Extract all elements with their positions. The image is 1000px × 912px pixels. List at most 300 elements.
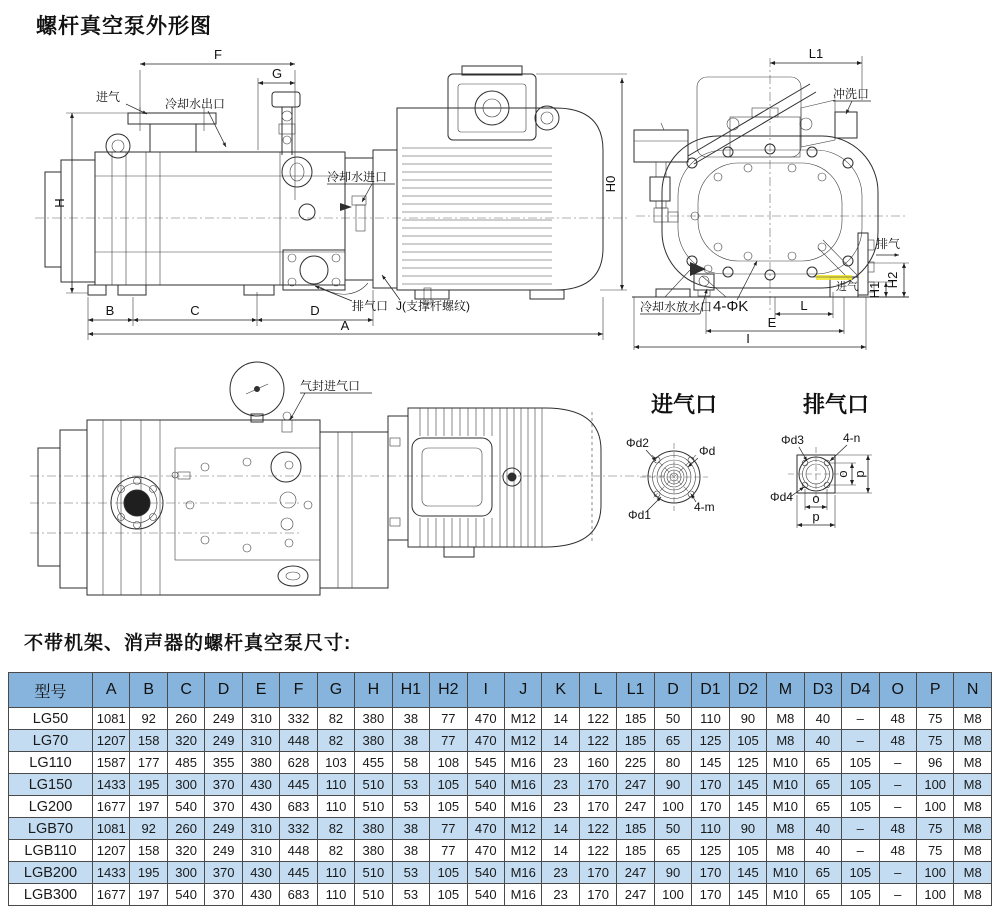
value-cell: 48 (879, 708, 916, 730)
value-cell: 247 (617, 774, 654, 796)
value-cell: 48 (879, 818, 916, 840)
value-cell: M8 (767, 818, 804, 840)
value-cell: 448 (280, 730, 317, 752)
value-cell: 470 (467, 818, 504, 840)
value-cell: 158 (130, 840, 167, 862)
value-cell: 300 (167, 862, 204, 884)
value-cell: 510 (355, 774, 392, 796)
value-cell: 145 (729, 862, 766, 884)
value-cell: 247 (617, 796, 654, 818)
value-cell: 445 (280, 774, 317, 796)
value-cell: 1081 (93, 818, 130, 840)
value-cell: 105 (430, 862, 467, 884)
value-cell: 103 (317, 752, 354, 774)
value-cell: 110 (317, 862, 354, 884)
value-cell: 158 (130, 730, 167, 752)
value-cell: 23 (542, 796, 579, 818)
value-cell: 170 (579, 796, 616, 818)
value-cell: 100 (916, 774, 953, 796)
value-cell: M10 (767, 884, 804, 906)
value-cell: 510 (355, 884, 392, 906)
value-cell: M12 (504, 818, 541, 840)
value-cell: M16 (504, 774, 541, 796)
value-cell: 105 (729, 730, 766, 752)
value-cell: M8 (954, 752, 992, 774)
table-row (9, 796, 992, 818)
value-cell: 145 (729, 774, 766, 796)
dim-I: I (746, 331, 750, 346)
value-cell: 683 (280, 796, 317, 818)
value-cell: 82 (317, 818, 354, 840)
value-cell: 90 (729, 818, 766, 840)
dim-L1: L1 (808, 46, 824, 61)
value-cell: 80 (654, 752, 691, 774)
exhaust-label: 排气 (876, 237, 901, 251)
value-cell: 38 (392, 708, 429, 730)
value-cell: 110 (317, 884, 354, 906)
cooling-water-inlet-label: 冷却水进口 (327, 170, 388, 184)
value-cell: M8 (954, 708, 992, 730)
value-cell: 40 (804, 730, 841, 752)
value-cell: 82 (317, 708, 354, 730)
value-cell: 122 (579, 708, 616, 730)
dim-G: G (271, 66, 283, 81)
value-cell: 185 (617, 708, 654, 730)
value-cell: – (879, 862, 916, 884)
value-cell: 105 (842, 774, 879, 796)
value-cell: 90 (654, 774, 691, 796)
value-cell: 77 (430, 818, 467, 840)
value-cell: 90 (729, 708, 766, 730)
value-cell: M8 (954, 774, 992, 796)
outlet-detail-d3: Φd3 (781, 433, 804, 447)
value-cell: 170 (692, 862, 729, 884)
value-cell: 92 (130, 818, 167, 840)
value-cell: 260 (167, 708, 204, 730)
value-cell: – (842, 708, 879, 730)
value-cell: 75 (916, 708, 953, 730)
value-cell: M8 (954, 796, 992, 818)
cooling-water-drain-label: 冷却水放水口 (640, 300, 713, 314)
value-cell: 510 (355, 796, 392, 818)
value-cell: 65 (654, 840, 691, 862)
value-cell: 14 (542, 818, 579, 840)
value-cell: 75 (916, 730, 953, 752)
value-cell: 105 (842, 884, 879, 906)
value-cell: – (879, 884, 916, 906)
value-cell: – (842, 730, 879, 752)
value-cell: 320 (167, 730, 204, 752)
value-cell: 470 (467, 708, 504, 730)
value-cell: 430 (242, 884, 279, 906)
value-cell: 110 (317, 796, 354, 818)
highlight-mark (816, 275, 852, 280)
model-cell: LG200 (9, 796, 93, 818)
value-cell: 23 (542, 774, 579, 796)
value-cell: 145 (729, 884, 766, 906)
value-cell: 310 (242, 818, 279, 840)
value-cell: 455 (355, 752, 392, 774)
column-header: D2 (729, 673, 766, 708)
model-cell: LG70 (9, 730, 93, 752)
value-cell: 100 (916, 862, 953, 884)
outlet-detail-o-right: o (835, 470, 850, 478)
value-cell: 65 (804, 774, 841, 796)
dim-D: D (310, 303, 320, 318)
value-cell: 125 (729, 752, 766, 774)
value-cell: 1587 (93, 752, 130, 774)
value-cell: 1677 (93, 884, 130, 906)
value-cell: 170 (692, 796, 729, 818)
dim-A: A (340, 318, 350, 333)
column-header: I (467, 673, 504, 708)
column-header: J (504, 673, 541, 708)
dim-H2: H2 (885, 271, 900, 289)
value-cell: M16 (504, 796, 541, 818)
front-view-dimensions (634, 46, 909, 350)
value-cell: 65 (654, 730, 691, 752)
value-cell: 40 (804, 818, 841, 840)
dimension-table (8, 672, 992, 906)
inlet-detail-d: Φd (699, 444, 716, 458)
value-cell: 170 (579, 862, 616, 884)
value-cell: 110 (317, 774, 354, 796)
value-cell: 310 (242, 708, 279, 730)
outlet-port-detail (770, 392, 872, 528)
value-cell: 195 (130, 862, 167, 884)
value-cell: 105 (430, 774, 467, 796)
model-cell: LGB200 (9, 862, 93, 884)
value-cell: 170 (579, 774, 616, 796)
value-cell: 65 (804, 796, 841, 818)
column-header: L (579, 673, 616, 708)
dim-F: F (214, 47, 222, 62)
value-cell: M16 (504, 884, 541, 906)
value-cell: 77 (430, 730, 467, 752)
column-header: B (130, 673, 167, 708)
inlet-port-detail (626, 392, 717, 522)
value-cell: M8 (954, 730, 992, 752)
value-cell: 77 (430, 840, 467, 862)
value-cell: 105 (430, 884, 467, 906)
inlet-small-label: 进气 (836, 281, 858, 293)
value-cell: 370 (205, 774, 242, 796)
value-cell: M10 (767, 752, 804, 774)
value-cell: 92 (130, 708, 167, 730)
value-cell: 1677 (93, 796, 130, 818)
value-cell: 105 (430, 796, 467, 818)
value-cell: M8 (767, 730, 804, 752)
outlet-detail-p-right: p (852, 470, 867, 478)
value-cell: M8 (954, 840, 992, 862)
value-cell: 430 (242, 796, 279, 818)
value-cell: 105 (729, 840, 766, 862)
value-cell: 540 (467, 884, 504, 906)
gas-seal-inlet-label: 气封进气口 (300, 379, 361, 393)
mount-holes-label: 4-ΦK (713, 298, 749, 315)
value-cell: M8 (954, 818, 992, 840)
value-cell: 58 (392, 752, 429, 774)
value-cell: 53 (392, 774, 429, 796)
dim-H0: H0 (603, 175, 618, 193)
value-cell: M16 (504, 862, 541, 884)
column-header: L1 (617, 673, 654, 708)
value-cell: 105 (842, 752, 879, 774)
value-cell: 197 (130, 796, 167, 818)
value-cell: 310 (242, 840, 279, 862)
value-cell: 105 (842, 862, 879, 884)
column-header: D (205, 673, 242, 708)
value-cell: – (842, 840, 879, 862)
value-cell: 249 (205, 818, 242, 840)
value-cell: 249 (205, 840, 242, 862)
outlet-detail-holes: 4-n (843, 431, 861, 445)
value-cell: 170 (692, 884, 729, 906)
table-row (9, 708, 992, 730)
value-cell: 260 (167, 818, 204, 840)
value-cell: 65 (804, 862, 841, 884)
value-cell: 75 (916, 840, 953, 862)
value-cell: 160 (579, 752, 616, 774)
value-cell: 470 (467, 840, 504, 862)
value-cell: 470 (467, 730, 504, 752)
value-cell: 510 (355, 862, 392, 884)
value-cell: 108 (430, 752, 467, 774)
value-cell: 145 (729, 796, 766, 818)
value-cell: M12 (504, 708, 541, 730)
value-cell: 23 (542, 752, 579, 774)
value-cell: 540 (467, 796, 504, 818)
model-cell: LG50 (9, 708, 93, 730)
value-cell: 53 (392, 796, 429, 818)
value-cell: 445 (280, 862, 317, 884)
model-cell: LG150 (9, 774, 93, 796)
value-cell: 185 (617, 818, 654, 840)
value-cell: 23 (542, 884, 579, 906)
value-cell: 197 (130, 884, 167, 906)
value-cell: 48 (879, 840, 916, 862)
inlet-detail-d2: Φd2 (626, 436, 649, 450)
value-cell: 628 (280, 752, 317, 774)
value-cell: M10 (767, 862, 804, 884)
value-cell: – (879, 774, 916, 796)
value-cell: M8 (767, 708, 804, 730)
value-cell: 225 (617, 752, 654, 774)
value-cell: 683 (280, 884, 317, 906)
side-view-dimensions (52, 47, 627, 340)
model-cell: LGB300 (9, 884, 93, 906)
value-cell: 540 (167, 796, 204, 818)
value-cell: 40 (804, 708, 841, 730)
column-header: H1 (392, 673, 429, 708)
value-cell: 380 (355, 840, 392, 862)
value-cell: 1433 (93, 862, 130, 884)
value-cell: 82 (317, 730, 354, 752)
value-cell: 90 (654, 862, 691, 884)
column-header: P (916, 673, 953, 708)
value-cell: M16 (504, 752, 541, 774)
page-title: 螺杆真空泵外形图 (36, 15, 212, 38)
column-header: K (542, 673, 579, 708)
value-cell: 370 (205, 796, 242, 818)
table-row (9, 752, 992, 774)
value-cell: 430 (242, 774, 279, 796)
value-cell: 122 (579, 730, 616, 752)
table-row (9, 730, 992, 752)
inlet-detail-holes: 4-m (694, 500, 715, 514)
value-cell: 14 (542, 730, 579, 752)
value-cell: 125 (692, 730, 729, 752)
value-cell: M12 (504, 730, 541, 752)
outlet-detail-o-bottom: o (812, 491, 820, 506)
bottom-view-labels (290, 378, 372, 420)
value-cell: 82 (317, 840, 354, 862)
value-cell: 110 (692, 818, 729, 840)
column-header: A (93, 673, 130, 708)
table-row (9, 884, 992, 906)
dim-H: H (52, 198, 67, 208)
value-cell: 170 (579, 884, 616, 906)
side-view (35, 66, 628, 304)
value-cell: 50 (654, 818, 691, 840)
value-cell: 100 (654, 884, 691, 906)
column-header: 型号 (9, 673, 93, 708)
column-header: D (654, 673, 691, 708)
inlet-detail-title: 进气口 (650, 392, 718, 417)
value-cell: 1433 (93, 774, 130, 796)
value-cell: 145 (692, 752, 729, 774)
value-cell: 38 (392, 840, 429, 862)
value-cell: 249 (205, 708, 242, 730)
value-cell: 40 (804, 840, 841, 862)
value-cell: 448 (280, 840, 317, 862)
outlet-detail-title: 排气口 (802, 392, 870, 417)
value-cell: 65 (804, 884, 841, 906)
table-row (9, 818, 992, 840)
value-cell: M8 (954, 884, 992, 906)
value-cell: 77 (430, 708, 467, 730)
column-header: D3 (804, 673, 841, 708)
value-cell: M8 (767, 840, 804, 862)
value-cell: 122 (579, 818, 616, 840)
model-cell: LGB110 (9, 840, 93, 862)
model-cell: LG110 (9, 752, 93, 774)
value-cell: 38 (392, 730, 429, 752)
value-cell: 332 (280, 818, 317, 840)
model-cell: LGB70 (9, 818, 93, 840)
value-cell: M10 (767, 774, 804, 796)
table-row (9, 862, 992, 884)
table-row (9, 774, 992, 796)
value-cell: 485 (167, 752, 204, 774)
table-row (9, 840, 992, 862)
bottom-view (30, 362, 665, 595)
inlet-label: 进气 (96, 90, 121, 104)
column-header: H2 (430, 673, 467, 708)
cooling-water-outlet-label: 冷却水出口 (165, 97, 226, 111)
value-cell: 380 (355, 708, 392, 730)
value-cell: 195 (130, 774, 167, 796)
outlet-detail-d4: Φd4 (770, 490, 793, 504)
value-cell: 38 (392, 818, 429, 840)
dim-C: C (190, 303, 200, 318)
value-cell: 23 (542, 862, 579, 884)
value-cell: 332 (280, 708, 317, 730)
value-cell: 170 (692, 774, 729, 796)
value-cell: 105 (842, 796, 879, 818)
value-cell: 380 (355, 730, 392, 752)
value-cell: 370 (205, 884, 242, 906)
value-cell: 185 (617, 730, 654, 752)
flush-port-label: 冲洗口 (833, 87, 870, 101)
column-header: G (317, 673, 354, 708)
inlet-detail-d1: Φd1 (628, 508, 651, 522)
value-cell: 1081 (93, 708, 130, 730)
value-cell: 1207 (93, 730, 130, 752)
value-cell: 53 (392, 884, 429, 906)
value-cell: 249 (205, 730, 242, 752)
column-header: E (242, 673, 279, 708)
value-cell: M10 (767, 796, 804, 818)
value-cell: 355 (205, 752, 242, 774)
column-header: C (167, 673, 204, 708)
value-cell: 310 (242, 730, 279, 752)
value-cell: – (842, 818, 879, 840)
outlet-detail-p-bottom: p (812, 509, 820, 524)
column-header: D1 (692, 673, 729, 708)
exhaust-port-label: 排气口 (352, 299, 389, 313)
value-cell: 14 (542, 708, 579, 730)
value-cell: 540 (167, 884, 204, 906)
table-title: 不带机架、消声器的螺杆真空泵尺寸: (24, 633, 352, 654)
value-cell: 247 (617, 884, 654, 906)
table-header-row (9, 673, 992, 708)
value-cell: 48 (879, 730, 916, 752)
value-cell: 320 (167, 840, 204, 862)
value-cell: – (879, 796, 916, 818)
value-cell: 430 (242, 862, 279, 884)
value-cell: M8 (954, 862, 992, 884)
value-cell: 370 (205, 862, 242, 884)
value-cell: 300 (167, 774, 204, 796)
table-body (9, 708, 992, 906)
column-header: H (355, 673, 392, 708)
value-cell: 177 (130, 752, 167, 774)
value-cell: 545 (467, 752, 504, 774)
value-cell: – (879, 752, 916, 774)
value-cell: 122 (579, 840, 616, 862)
support-thread-label: J(支撑杆螺纹) (396, 299, 470, 313)
value-cell: 100 (916, 796, 953, 818)
value-cell: 540 (467, 774, 504, 796)
value-cell: 50 (654, 708, 691, 730)
dim-E: E (767, 315, 777, 330)
value-cell: 380 (242, 752, 279, 774)
value-cell: 75 (916, 818, 953, 840)
value-cell: 540 (467, 862, 504, 884)
value-cell: 96 (916, 752, 953, 774)
value-cell: 247 (617, 862, 654, 884)
value-cell: 185 (617, 840, 654, 862)
column-header: M (767, 673, 804, 708)
value-cell: 53 (392, 862, 429, 884)
value-cell: 125 (692, 840, 729, 862)
value-cell: 1207 (93, 840, 130, 862)
column-header: O (879, 673, 916, 708)
dim-B: B (105, 303, 115, 318)
column-header: N (954, 673, 992, 708)
value-cell: 14 (542, 840, 579, 862)
